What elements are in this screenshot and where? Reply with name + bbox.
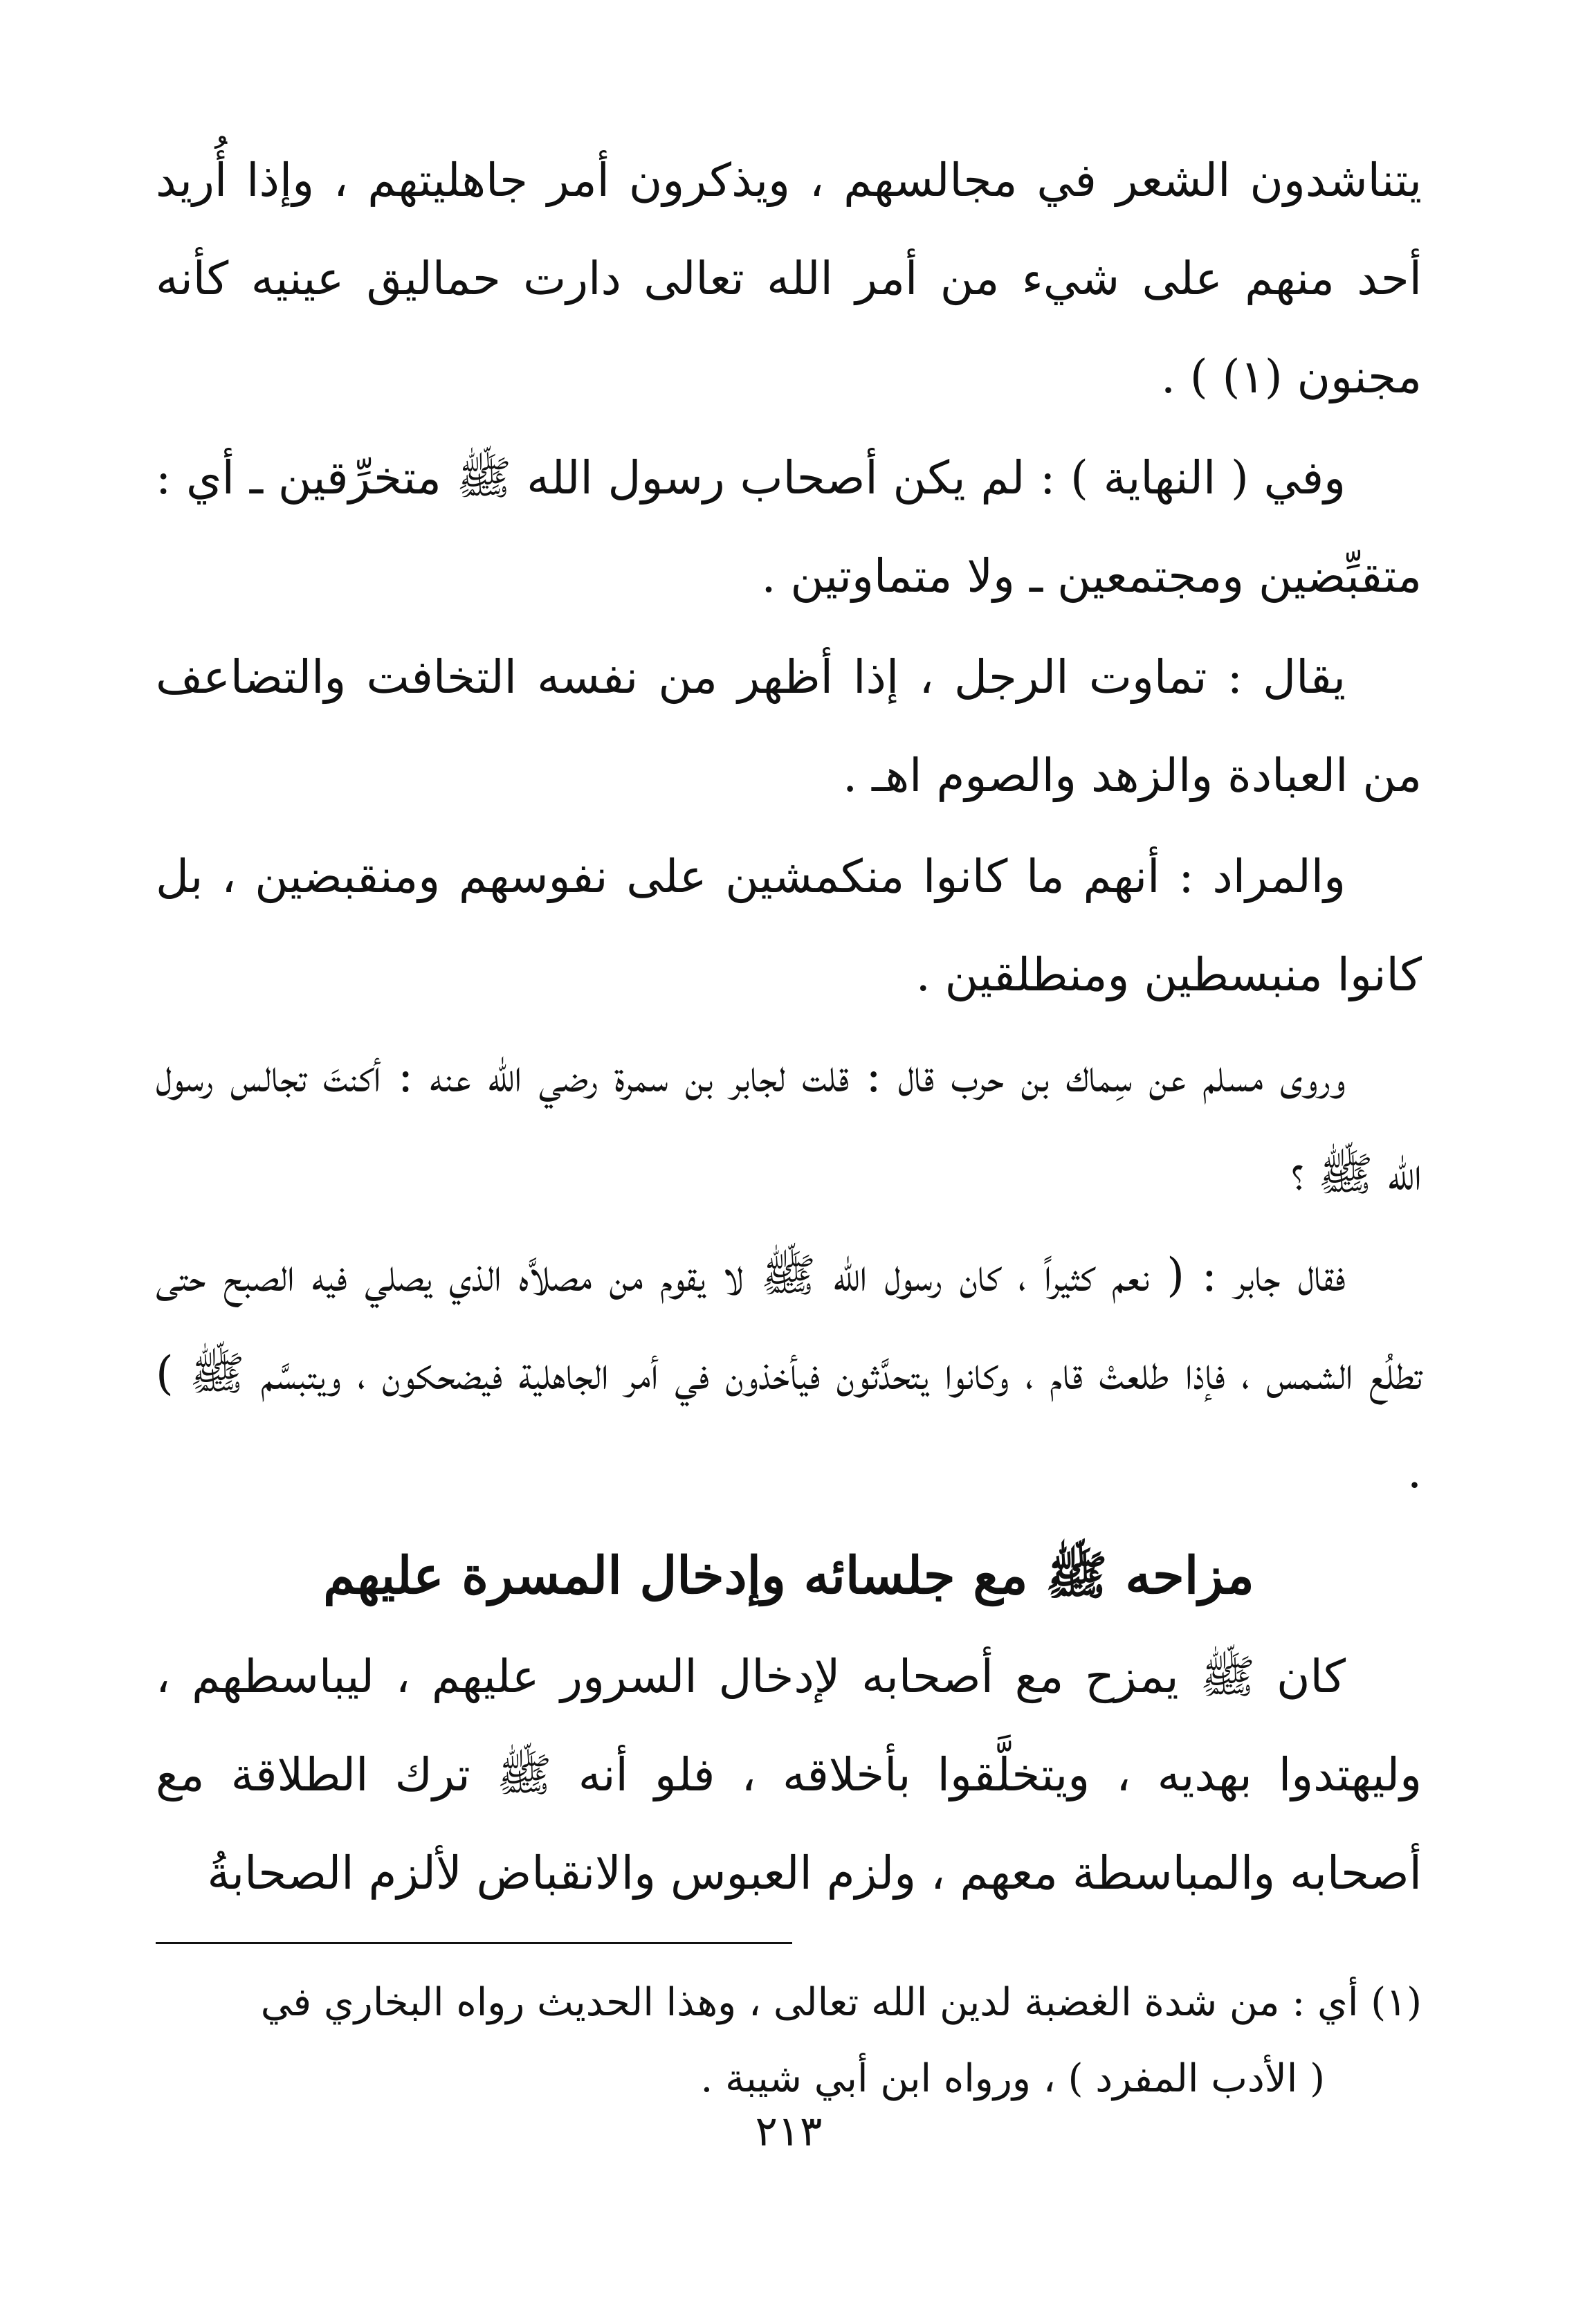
footnote-line-2: ( الأدب المفرد ) ، ورواه ابن أبي شيبة . bbox=[700, 2056, 1325, 2101]
paragraph-3: يقال : تماوت الرجل ، إذا أظهر من نفسه التخافت والتضاعف من العبادة والزهد والصوم اهـ . bbox=[156, 651, 1422, 802]
paragraph-5: وروى مسلم عن سِماك بن حرب قال : قلت لجابر بن سمرة رضي الله عنه : أكنتَ تجالس رسول الله ﷺ ؟ bbox=[156, 1049, 1422, 1201]
paragraph-1: يتناشدون الشعر في مجالسهم ، ويذكرون أمر جاهليتهم ، وإذا أُريد أحد منهم على شيء من أمر الله تعالى دارت حماليق عينيه كأنه مجنون (١) ) . bbox=[156, 154, 1422, 403]
section-paragraph: كان ﷺ يمزح مع أصحابه لإدخال السرور عليهم ، ليباسطهم ، وليهتدوا بهديه ، ويتخلَّقوا بأخلاقه ، فلو أنه ﷺ ترك الطلاقة مع أصحابه والمباسطة معهم ، ولزم العبوس والانقباض لألزم الصحابةُ bbox=[156, 1650, 1422, 1900]
footnote-divider bbox=[156, 1942, 792, 1944]
footnote-line-1: (١) أي : من شدة الغضبة لدين الله تعالى ، وهذا الحديث رواه البخاري في bbox=[260, 1980, 1422, 2025]
paragraph-4: والمراد : أنهم ما كانوا منكمشين على نفوسهم ومنقبضين ، بل كانوا منبسطين ومنطلقين . bbox=[156, 850, 1422, 1001]
book-page bbox=[156, 131, 1422, 2277]
paragraph-2: وفي ( النهاية ) : لم يكن أصحاب رسول الله ﷺ متخرِّقين ـ أي : متقبِّضين ومجتمعين ـ ولا متماوتين . bbox=[156, 451, 1422, 603]
page-number: ٢١٣ bbox=[755, 2107, 823, 2156]
paragraph-6: فقال جابر : ( نعم كثيراً ، كان رسول الله ﷺ لا يقوم من مصلاَّه الذي يصلي فيه الصبح حتى تطلُع الشمس ، فإذا طلعتْ قام ، وكانوا يتحدَّثون فيأخذون في أمر الجاهلية فيضحكون ، ويتبسَّم ﷺ ) . bbox=[156, 1249, 1422, 1498]
section-heading: مزاحه ﷺ مع جلسائه وإدخال المسرة عليهم bbox=[323, 1546, 1254, 1606]
